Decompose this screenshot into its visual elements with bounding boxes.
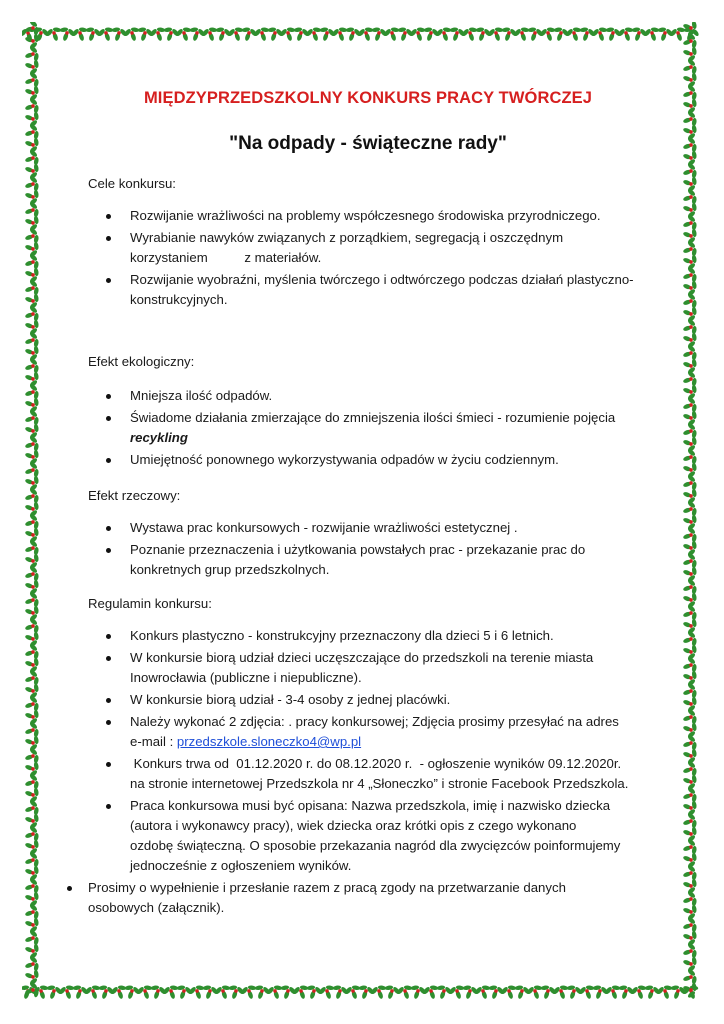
bullet-icon (106, 804, 111, 809)
section-label-cele: Cele konkursu: (88, 176, 176, 191)
holly-sprig-icon (22, 70, 41, 91)
holly-sprig-icon (680, 603, 699, 624)
list-item-text: Poznanie przeznaczenia i użytkowania powstałych prac - przekazanie prac do (130, 542, 586, 557)
holly-sprig-icon (22, 278, 41, 299)
holly-sprig-icon (22, 564, 41, 585)
holly-sprig-icon (680, 785, 699, 806)
bullet-icon (106, 762, 111, 767)
holly-sprig-icon (680, 577, 699, 598)
holly-sprig-icon (460, 24, 481, 43)
holly-sprig-icon (680, 629, 699, 650)
holly-sprig-icon (22, 330, 41, 351)
holly-sprig-icon (680, 135, 699, 156)
holly-sprig-icon (447, 982, 468, 1001)
holly-sprig-icon (44, 24, 65, 43)
holly-sprig-icon (22, 642, 41, 663)
list-item-text: Praca konkursowa musi być opisana: Nazwa przedszkola, imię i nazwisko dziecka (130, 798, 611, 813)
list-item-text: ozdobę świąteczną. O sposobie przekazania nagród dla zwycięzców poinformujemy (130, 838, 621, 853)
list-item-text: konstrukcyjnych. (130, 292, 228, 307)
list-item-text: Konkurs plastyczno - konstrukcyjny przeznaczony dla dzieci 5 i 6 letnich. (130, 628, 554, 643)
holly-sprig-icon (680, 733, 699, 754)
bullet-icon (106, 720, 111, 725)
holly-sprig-icon (22, 408, 41, 429)
holly-sprig-icon (22, 434, 41, 455)
holly-border-top (22, 22, 702, 44)
bullet-icon (106, 656, 111, 661)
holly-sprig-icon (680, 109, 699, 130)
holly-sprig-icon (680, 317, 699, 338)
bullet-icon (67, 886, 72, 891)
holly-sprig-icon (57, 982, 78, 1001)
list-item (88, 690, 658, 710)
holly-sprig-icon (22, 460, 41, 481)
bullet-icon (106, 278, 111, 283)
holly-sprig-icon (22, 590, 41, 611)
holly-sprig-icon (22, 174, 41, 195)
document-subtitle: "Na odpady - świąteczne rady" (229, 133, 507, 154)
section-label-efekt-rzeczowy: Efekt rzeczowy: (88, 488, 181, 503)
holly-sprig-icon (22, 356, 41, 377)
email-prefix: e-mail : (130, 734, 177, 749)
holly-sprig-icon (642, 24, 663, 43)
holly-sprig-icon (434, 24, 455, 43)
holly-sprig-icon (680, 759, 699, 780)
holly-sprig-icon (22, 720, 41, 741)
list-item-text: Wystawa prac konkursowych - rozwijanie wrażliwości estetycznej . (130, 520, 518, 535)
holly-sprig-icon (22, 746, 41, 767)
section-label-regulamin: Regulamin konkursu: (88, 596, 212, 611)
holly-sprig-icon (680, 967, 699, 988)
list-item-text: Mniejsza ilość odpadów. (130, 388, 273, 403)
list-item-text: Wyrabianie nawyków związanych z porządkiem, segregacją i oszczędnym (130, 230, 564, 245)
list-item (88, 228, 658, 268)
list-item-text: (autora i wykonawcy pracy), wiek dziecka oraz krótki opis z czego wykonano (130, 818, 577, 833)
holly-sprig-icon (109, 982, 130, 1001)
list-item-text: osobowych (załącznik). (88, 900, 225, 915)
list-item-text: Rozwijanie wrażliwości na problemy współczesnego środowiska przyrodniczego. (130, 208, 601, 223)
list-item-text: Konkurs trwa od 01.12.2020 r. do 08.12.2020 r. - ogłoszenie wyników 09.12.2020r. (130, 756, 622, 771)
holly-sprig-icon (680, 265, 699, 286)
holly-sprig-icon (680, 395, 699, 416)
holly-sprig-icon (22, 954, 41, 975)
holly-sprig-icon (252, 24, 273, 43)
holly-sprig-icon (680, 707, 699, 728)
list-item-text: Rozwijanie wyobraźni, myślenia twórczego i odtwórczego podczas działań plastyczno- (130, 272, 634, 287)
holly-sprig-icon (680, 447, 699, 468)
holly-sprig-icon (680, 369, 699, 390)
section-label-efekt-ekologiczny: Efekt ekologiczny: (88, 354, 195, 369)
emphasis-term: recykling (130, 430, 188, 445)
holly-sprig-icon (317, 982, 338, 1001)
holly-sprig-icon (680, 161, 699, 182)
holly-sprig-icon (551, 982, 572, 1001)
holly-sprig-icon (239, 982, 260, 1001)
list-item-text: konkretnych grup przedszkolnych. (130, 562, 330, 577)
holly-sprig-icon (122, 24, 143, 43)
bullet-icon (106, 458, 111, 463)
list-item-text: Należy wykonać 2 zdjęcia: . pracy konkursowej; Zdjęcia prosimy przesyłać na adres (130, 714, 619, 729)
holly-sprig-icon (22, 44, 41, 65)
holly-sprig-icon (680, 811, 699, 832)
document-title: MIĘDZYPRZEDSZKOLNY KONKURS PRACY TWÓRCZEJ (143, 89, 593, 107)
list-item-text: Umiejętność ponownego wykorzystywania odpadów w życiu codziennym. (130, 452, 559, 467)
list-item (88, 712, 658, 752)
bullet-icon (106, 214, 111, 219)
list-item (88, 450, 658, 470)
holly-sprig-icon (22, 824, 41, 845)
holly-sprig-icon (680, 941, 699, 962)
holly-sprig-icon (629, 982, 650, 1001)
holly-sprig-icon (564, 24, 585, 43)
holly-sprig-icon (22, 694, 41, 715)
holly-sprig-icon (22, 304, 41, 325)
holly-sprig-icon (70, 24, 91, 43)
bullet-icon (106, 236, 111, 241)
holly-sprig-icon (83, 982, 104, 1001)
holly-sprig-icon (22, 122, 41, 143)
holly-sprig-icon (421, 982, 442, 1001)
list-item (88, 648, 658, 688)
holly-sprig-icon (356, 24, 377, 43)
holly-sprig-icon (680, 187, 699, 208)
list-item (88, 754, 658, 794)
bullet-icon (106, 548, 111, 553)
list-item (88, 206, 658, 226)
holly-sprig-icon (680, 473, 699, 494)
holly-sprig-icon (486, 24, 507, 43)
list-item (88, 270, 658, 310)
list-item (88, 540, 658, 580)
holly-sprig-icon (226, 24, 247, 43)
holly-sprig-icon (680, 291, 699, 312)
list-item-text: W konkursie biorą udział dzieci uczęszczające do przedszkoli na terenie miasta (130, 650, 594, 665)
holly-sprig-icon (96, 24, 117, 43)
holly-sprig-icon (22, 486, 41, 507)
holly-sprig-icon (590, 24, 611, 43)
efekt-rzeczowy-list (88, 518, 658, 582)
efekt-ekologiczny-list (88, 386, 658, 472)
holly-sprig-icon (291, 982, 312, 1001)
holly-sprig-icon (22, 226, 41, 247)
holly-sprig-icon (22, 200, 41, 221)
list-item (88, 796, 658, 876)
holly-sprig-icon (22, 96, 41, 117)
list-item (88, 408, 658, 448)
holly-sprig-icon (538, 24, 559, 43)
holly-sprig-icon (680, 57, 699, 78)
holly-sprig-icon (148, 24, 169, 43)
holly-sprig-icon (680, 31, 699, 52)
holly-sprig-icon (330, 24, 351, 43)
list-item-text: jednocześnie z ogłoszeniem wyników. (130, 858, 352, 873)
holly-sprig-icon (135, 982, 156, 1001)
holly-sprig-icon (680, 915, 699, 936)
holly-sprig-icon (174, 24, 195, 43)
holly-sprig-icon (680, 889, 699, 910)
holly-sprig-icon (200, 24, 221, 43)
holly-sprig-icon (265, 982, 286, 1001)
holly-sprig-icon (499, 982, 520, 1001)
holly-sprig-icon (680, 83, 699, 104)
holly-sprig-icon (680, 655, 699, 676)
holly-sprig-icon (382, 24, 403, 43)
list-item-text: Inowrocławia (publiczne i niepubliczne). (130, 670, 362, 685)
holly-sprig-icon (680, 239, 699, 260)
holly-sprig-icon (22, 22, 41, 39)
holly-sprig-icon (680, 863, 699, 884)
email-line (130, 732, 658, 752)
holly-sprig-icon (655, 982, 676, 1001)
holly-sprig-icon (473, 982, 494, 1001)
holly-sprig-icon (603, 982, 624, 1001)
holly-border-right (680, 22, 702, 1002)
holly-sprig-icon (408, 24, 429, 43)
holly-sprig-icon (680, 681, 699, 702)
regulamin-list (88, 626, 658, 920)
list-item-text: W konkursie biorą udział - 3-4 osoby z jednej placówki. (130, 692, 451, 707)
holly-sprig-icon (680, 525, 699, 546)
list-item (65, 878, 658, 918)
holly-sprig-icon (525, 982, 546, 1001)
holly-sprig-icon (22, 798, 41, 819)
holly-sprig-icon (22, 980, 41, 1001)
bullet-icon (106, 394, 111, 399)
holly-sprig-icon (22, 616, 41, 637)
list-item-text: na stronie internetowej Przedszkola nr 4 „Słoneczko” i stronie Facebook Przedszkola. (130, 776, 629, 791)
holly-sprig-icon (680, 979, 699, 1000)
holly-sprig-icon (680, 551, 699, 572)
holly-sprig-icon (161, 982, 182, 1001)
holly-sprig-icon (343, 982, 364, 1001)
list-item-text: korzystaniem z materiałów. (130, 250, 322, 265)
holly-sprig-icon (22, 876, 41, 897)
holly-sprig-icon (22, 928, 41, 949)
holly-sprig-icon (22, 148, 41, 169)
holly-sprig-icon (680, 343, 699, 364)
holly-sprig-icon (278, 24, 299, 43)
holly-border-left (22, 22, 44, 1002)
holly-sprig-icon (187, 982, 208, 1001)
bullet-icon (106, 526, 111, 531)
bullet-icon (106, 416, 111, 421)
bullet-icon (106, 698, 111, 703)
holly-sprig-icon (395, 982, 416, 1001)
holly-sprig-icon (213, 982, 234, 1001)
bullet-icon (106, 634, 111, 639)
holly-sprig-icon (22, 850, 41, 871)
list-item (88, 386, 658, 406)
holly-sprig-icon (22, 252, 41, 273)
holly-sprig-icon (512, 24, 533, 43)
list-item (88, 518, 658, 538)
holly-border-bottom (22, 980, 702, 1002)
list-item-text: Świadome działania zmierzające do zmniejszenia ilości śmieci - rozumienie pojęcia (130, 410, 616, 425)
list-item (88, 626, 658, 646)
holly-sprig-icon (22, 538, 41, 559)
holly-sprig-icon (577, 982, 598, 1001)
holly-sprig-icon (22, 382, 41, 403)
holly-sprig-icon (22, 512, 41, 533)
holly-sprig-icon (680, 421, 699, 442)
holly-sprig-icon (22, 668, 41, 689)
holly-sprig-icon (616, 24, 637, 43)
holly-sprig-icon (304, 24, 325, 43)
holly-sprig-icon (22, 902, 41, 923)
email-link[interactable]: przedszkole.sloneczko4@wp.pl (176, 734, 362, 749)
cele-list (88, 206, 658, 312)
holly-sprig-icon (680, 499, 699, 520)
list-item-text: Prosimy o wypełnienie i przesłanie razem z pracą zgody na przetwarzanie danych (88, 880, 566, 895)
holly-sprig-icon (680, 837, 699, 858)
holly-sprig-icon (22, 772, 41, 793)
holly-sprig-icon (369, 982, 390, 1001)
holly-sprig-icon (680, 213, 699, 234)
